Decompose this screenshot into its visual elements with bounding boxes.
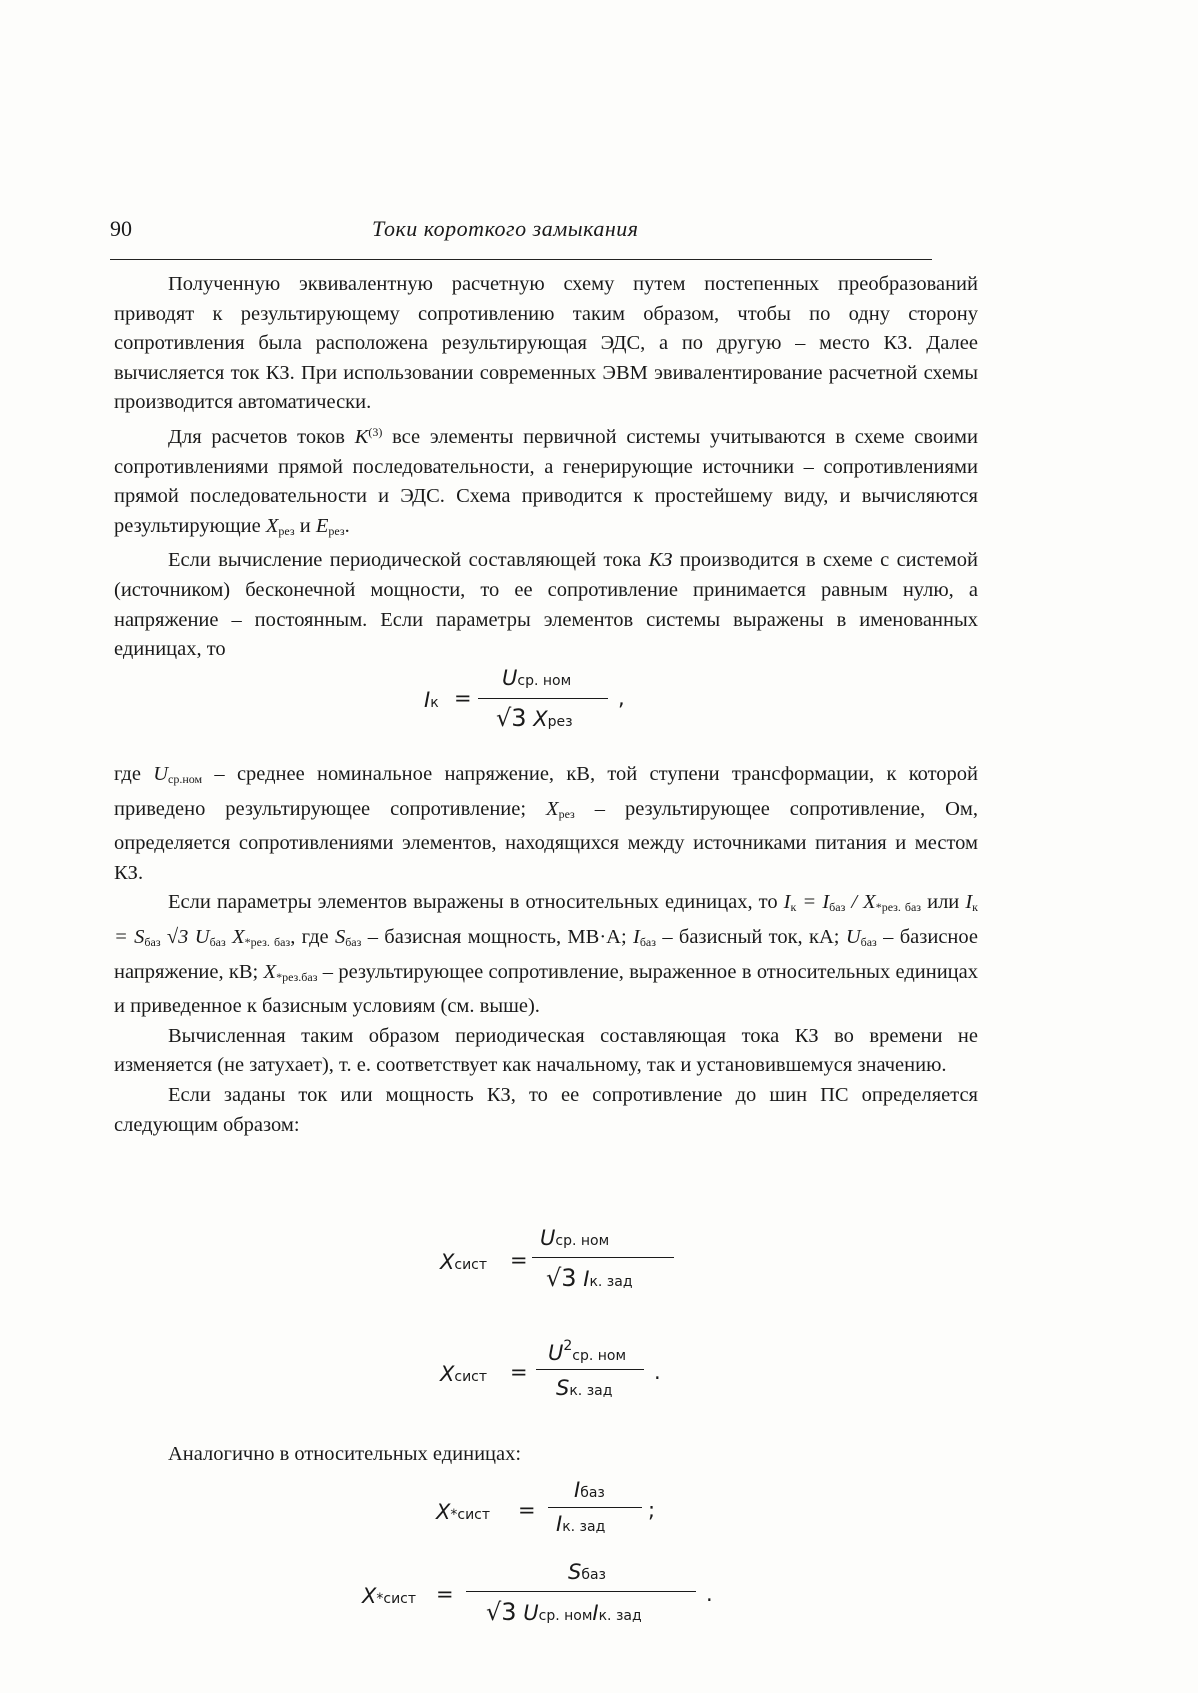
paragraph-7: Если заданы ток или мощность КЗ, то ее сопротивление до шин ПС определяется следующим образом: [114,1083,978,1136]
header-rule [110,259,932,260]
paragraph-6: Вычисленная таким образом периодическая составляющая тока КЗ во времени не изменяется (не затухает), т. е. соответствует как начальному, так и установившемуся значению. [114,1024,978,1077]
paragraph-8: Аналогично в относительных единицах: [168,1443,522,1465]
page-header [110,216,932,246]
text-block-2 [114,760,978,1140]
formula-xsist-current: Xсист = Uср. ном √3 Iк. зад [440,1234,700,1314]
text-block-1 [114,270,978,665]
formula-ik: Iк = Uср. ном √3 Xрез , [424,666,625,732]
running-title: Токи короткого замыкания [372,216,639,241]
paragraph-2: Для расчетов токов $K^{(3)}$ все элементы первичной системы учитываются в схеме своими сопротивлениями прямой последовательности, а генерирующие источники – сопротивлениями прямой последовательности и ЭДС. Схема приводится к простейшему виду, и вычисляются результирующие $X_{рез}$ и $E_{рез}$. [114,424,978,538]
paragraph-3: Если вычисление периодической составляющей тока КЗ производится в схеме с системой (источником) бесконечной мощности, то ее сопротивление принимается равным нулю, а напряжение – постоянным. Если параметры элементов системы выражены в именованных единицах, то [114,549,978,661]
paragraph-1: Полученную эквивалентную расчетную схему путем постепенных преобразований приводят к результирующему сопротивлению таким образом, чтобы по одну сторону сопротивления была расположена результирующая ЭДС, а по другую – место КЗ. Далее вычисляется ток КЗ. При использовании современных ЭВМ эвивалентирование расчетной схемы производится автоматически. [114,273,978,414]
formula-xsist-power: Xсист = $U^2ср$. ном Sк. зад . [440,1338,661,1400]
formula-xsist-relative-power: X*сист = Sбаз √3 Uср. номIк. зад . [362,1560,713,1626]
page-number: 90 [110,216,132,241]
text-block-3 [114,1440,978,1470]
paragraph-5: Если параметры элементов выражены в относительных единицах, то $I_к = I_{баз} / X_{*рез. баз}$ или $I_к = S_{баз}$ √3 $U_{баз}$ $X_{*рез. баз}$, где $S_{баз}$ – базисная мощность, МВ·А; $I_{баз}$ – базисный ток, кА; $U_{баз}$ – базисное напряжение, кВ; $X_{*рез.баз}$ – результирующее сопротивление, выраженное в относительных единицах и приведенное к базисным условиям (см. выше). [114,891,979,1018]
formula-xsist-relative-current: X*сист = Iбаз Iк. зад ; [436,1478,656,1536]
paragraph-4: где $U_{ср.ном}$ – среднее номинальное напряжение, кВ, той ступени трансформации, к которой приведено результирующее сопротивление; $X_{рез}$ – результирующее сопротивление, Ом, определяется сопротивлениями элементов, находящихся между источниками питания и местом КЗ. [114,763,979,884]
